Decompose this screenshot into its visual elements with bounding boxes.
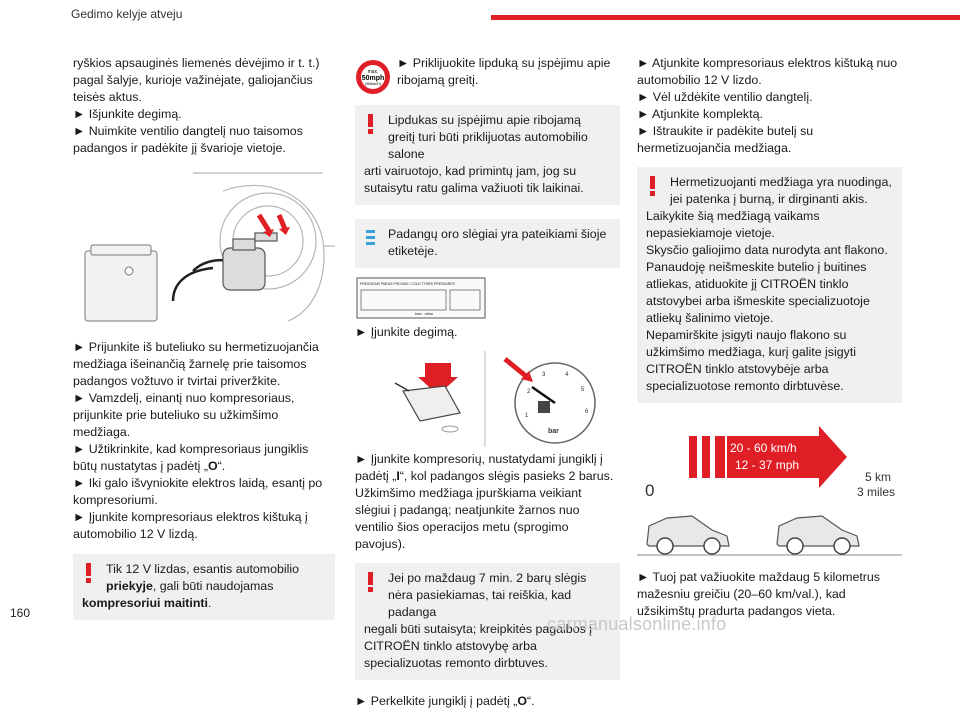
step-disconnect-kit: ► Atjunkite komplektą.	[637, 107, 763, 121]
svg-text:6: 6	[585, 409, 589, 415]
warning-note-toxic: Hermetizuojanti medžiaga yra nuodinga, jei patenka į burną, ir dirginanti akis. Laikykite šią medžiagą vaikams nepasiekiamoje vietoje. Skysčio galiojimo data nurodyta ant flakono. Panaudoję neišmeskite butelio į buitines atliekas, atiduokite jį CITROËN tinklo atstovybei arba išmeskite specializuotoje atliekų šalinimo vietoje. Nepamirškite įsigyti naujo flakono su užkimšimo medžiaga, kurį galite įsigyti CITROËN tinklo atstovybėje arba specializuotose remonto dirbtuvėse.	[637, 167, 902, 403]
step-connect-hose: ► Prijunkite iš buteliuko su hermetizuojančia medžiaga išeinančią žarnelę prie taisomos padangos vožtuvo ir tvirtai priveržkite.	[73, 340, 319, 388]
warning-exclamation-icon	[647, 176, 658, 196]
step-store-bottle: ► Ištraukite ir padėkite butelį su hermetizuojančia medžiaga.	[637, 124, 814, 155]
watermark: carmanualsonline.info	[547, 614, 727, 634]
page-number: 160	[10, 606, 31, 620]
switch-and-gauge-illustration	[355, 351, 620, 447]
svg-text:max.: max.	[367, 69, 379, 75]
step-plug-in: ► Įjunkite kompresoriaus elektros kištuką į automobilio 12 V lizdą.	[73, 510, 308, 541]
header-accent-bar	[491, 15, 960, 20]
svg-text:50mph: 50mph	[361, 75, 385, 82]
step-ignition-off: ► Išjunkite degimą.	[73, 107, 182, 121]
svg-text:5: 5	[581, 387, 585, 393]
svg-text:bar: bar	[548, 428, 559, 435]
svg-text:0: 0	[645, 481, 655, 500]
paragraph: ryškios apsauginės liemenės dėvėjimo ir t. t.) pagal šalyje, kurioje važinėjate, galiojančius teisės aktus.	[73, 56, 320, 104]
svg-text:5 km: 5 km	[865, 470, 892, 484]
compressor-illustration	[73, 171, 335, 327]
warning-note-pressure: Jei po maždaug 7 min. 2 barų slėgis nėra pasiekiamas, tai reiškia, kad padanga negali būti sutaisyta; kreipkitės pagalbos į CITROËN tinklo atstovybę arba specializuotas remonto dirbtuves.	[355, 563, 620, 680]
warning-exclamation-icon	[83, 563, 94, 583]
svg-text:4: 4	[565, 372, 569, 378]
step-drive-5km: ► Tuoj pat važiuokite maždaug 5 kilometrus mažesniu greičiu (20–60 km/val.), kad užsikimštų pradurta padangos vieta.	[637, 570, 880, 618]
tyre-pressure-label-illustration	[355, 274, 620, 322]
warning-exclamation-icon	[365, 114, 376, 134]
info-icon	[365, 228, 376, 248]
svg-text:(80km/h): (80km/h)	[365, 81, 381, 86]
step-unwind-cable: ► Iki galo išvyniokite elektros laidą, esantį po kompresoriumi.	[73, 476, 323, 507]
svg-text:3: 3	[542, 372, 546, 378]
column-3	[637, 55, 902, 620]
svg-text:bars · m/bar: bars · m/bar	[415, 312, 434, 316]
step-connect-pipe: ► Vamzdelį, einantį nuo kompresoriaus, prijunkite prie buteliuko su užkimšimo medžiaga.	[73, 391, 295, 439]
running-header: Gedimo kelyje atveju	[71, 7, 183, 21]
svg-text:12 - 37 mph: 12 - 37 mph	[735, 458, 800, 472]
step-ignition-on: ► Įjunkite degimą.	[355, 325, 458, 339]
driving-speed-illustration	[637, 426, 902, 561]
svg-text:PRESSIONS PNEUS PROVIDE / COLD: PRESSIONS PNEUS PROVIDE / COLD TYRES PRESSURES	[360, 282, 455, 286]
svg-text:2: 2	[527, 389, 531, 395]
step-unplug: ► Atjunkite kompresoriaus elektros kištuką nuo automobilio 12 V lizdo.	[637, 56, 898, 87]
warning-note: Tik 12 V lizdas, esantis automobilio priekyje, gali būti naudojamas kompresoriui maitinti.	[73, 554, 335, 620]
svg-text:20 - 60 km/h: 20 - 60 km/h	[730, 441, 797, 455]
speed-limit-sticker-icon	[355, 59, 391, 95]
column-2	[355, 55, 620, 710]
column-1	[73, 55, 335, 620]
step-apply-sticker: ► Priklijuokite lipduką su įspėjimu apie ribojamą greitį.	[397, 56, 611, 87]
step-switch-position: ► Užtikrinkite, kad kompresoriaus jungiklis būtų nustatytas į padėtį „O“.	[73, 442, 309, 473]
warning-exclamation-icon	[365, 572, 376, 592]
info-note-pressure-label: Padangų oro slėgiai yra pateikiami šioje etiketėje.	[355, 219, 620, 268]
step-remove-valve-cap: ► Nuimkite ventilio dangtelį nuo taisomos padangos ir padėkite jį švarioje vietoje.	[73, 124, 303, 155]
step-switch-off: ► Perkelkite jungiklį į padėtį „O“.	[355, 694, 535, 708]
svg-text:3 miles: 3 miles	[857, 485, 896, 499]
warning-note-sticker: Lipdukas su įspėjimu apie ribojamą greitį turi būti priklijuotas automobilio salone arti vairuotojo, kad primintų jam, jog su sutaisytu ratu galima važiuoti tik laikinai.	[355, 105, 620, 205]
svg-text:1: 1	[525, 413, 529, 419]
step-start-compressor: ► Įjunkite kompresorių, nustatydami jungiklį į padėtį „I“, kol padangos slėgis pasieks 2 barus. Užkimšimo medžiaga įpurškiama veikiant slėgiui į padangą; neatjunkite žarnos nuo ventilio šios operacijos metu (sprogimo pavojus).	[355, 452, 614, 551]
step-refit-cap: ► Vėl uždėkite ventilio dangtelį.	[637, 90, 813, 104]
